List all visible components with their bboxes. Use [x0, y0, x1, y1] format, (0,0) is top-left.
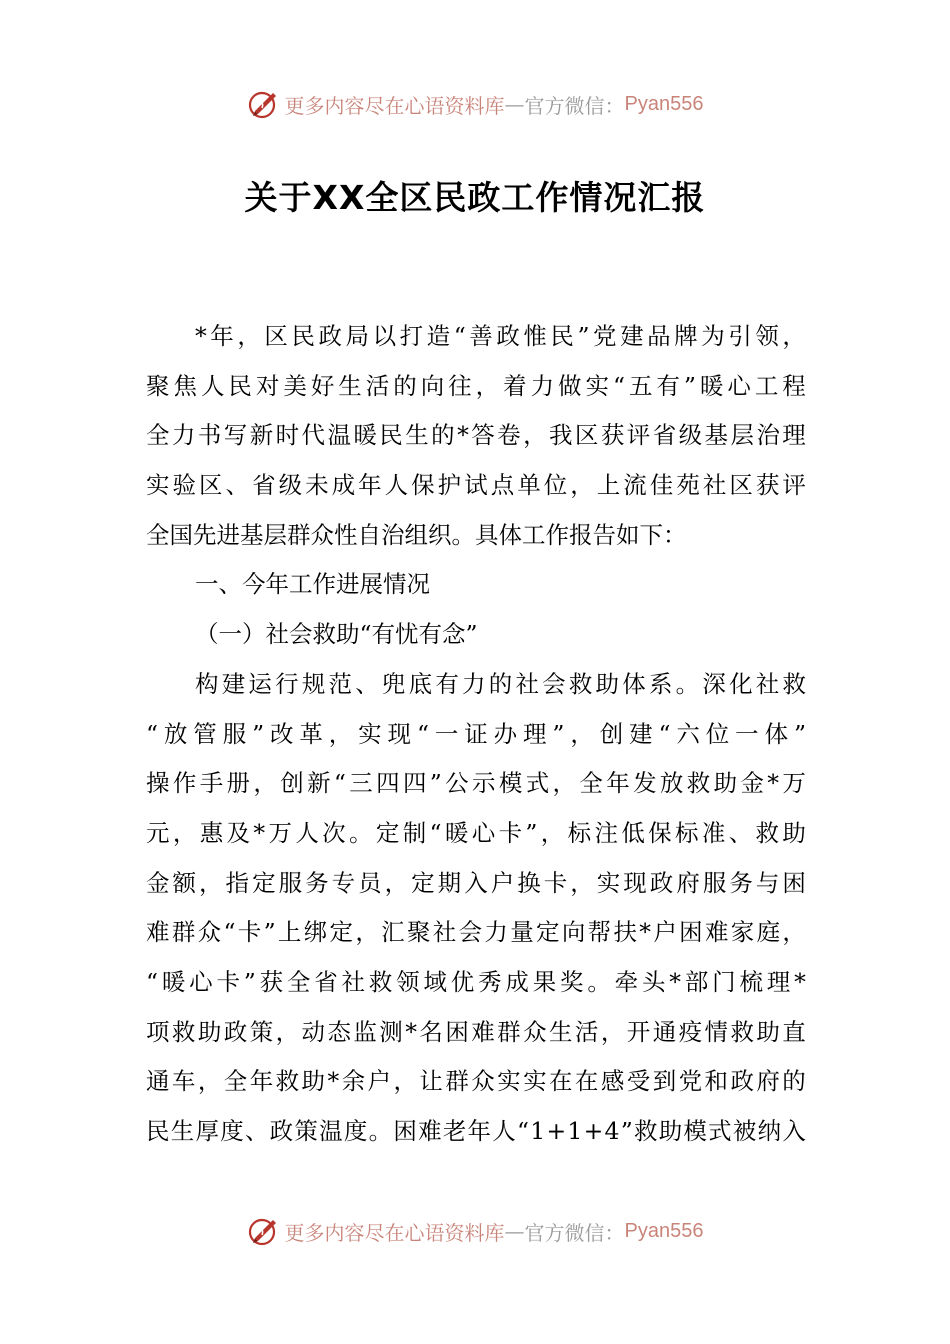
paragraph-line: 全 力 书 写 新 时 代 温 暖 民 生 的 * 答 卷 ， 我 区 获 评 省 级 基 层 治 理: [146, 421, 806, 450]
section-heading: 一、今年工作进展情况: [195, 570, 430, 599]
paragraph-line: “ 暖 心 卡 ” 获 全 省 社 救 领 域 优 秀 成 果 奖 。 牵 头 * 部 门 梳 理 *: [146, 967, 806, 996]
watermark-wechat-label: 官方微信：: [524, 93, 625, 118]
pen-logo-icon: [247, 1214, 281, 1248]
header-watermark-banner: [0, 84, 950, 124]
watermark-separator: —: [504, 92, 525, 116]
watermark-separator: —: [504, 1219, 525, 1243]
paragraph-line: “ 放 管 服 ” 改 革 ， 实 现 “ 一 证 办 理 ” ， 创 建 “ 六 位 一 体 ”: [146, 719, 806, 748]
subsection-heading: （一）社会救助“有忧有念”: [195, 620, 478, 649]
watermark-text: 更多内容尽在心语资料库: [284, 93, 505, 118]
footer-watermark-banner: [0, 1211, 950, 1251]
paragraph-line: 通 车 ， 全 年 救 助 * 余 户 ， 让 群 众 实 实 在 在 感 受 到 党 和 政 府 的: [146, 1067, 806, 1096]
paragraph-line: 构 建 运 行 规 范 、 兜 底 有 力 的 社 会 救 助 体 系 。 深 化 社 救: [195, 669, 806, 698]
paragraph-line: 难 群 众 “ 卡 ” 上 绑 定 ， 汇 聚 社 会 力 量 定 向 帮 扶 * 户 困 难 家 庭 ，: [146, 918, 806, 947]
document-body: [146, 312, 806, 1157]
watermark-wechat-id: Pyan556: [624, 1219, 704, 1242]
paragraph-line: * 年 ， 区 民 政 局 以 打 造 “ 善 政 惟 民 ” 党 建 品 牌 为 引 领 ，: [195, 322, 806, 350]
paragraph-line: 金 额 ， 指 定 服 务 专 员 ， 定 期 入 户 换 卡 ， 实 现 政 府 服 务 与 困: [146, 868, 806, 897]
pen-logo-icon: [247, 87, 281, 121]
paragraph-line: 聚 焦 人 民 对 美 好 生 活 的 向 往 ， 着 力 做 实 “ 五 有 ” 暖 心 工 程: [146, 371, 806, 400]
paragraph-line: 元 ， 惠 及 * 万 人 次 。 定 制 “ 暖 心 卡 ” ， 标 注 低 保 标 准 、 救 助: [146, 818, 806, 847]
watermark-wechat-id: Pyan556: [624, 92, 704, 115]
paragraph-line: 实 验 区 、 省 级 未 成 年 人 保 护 试 点 单 位 ， 上 流 佳 苑 社 区 获 评: [146, 471, 806, 500]
paragraph-line: 民 生 厚 度 、 政 策 温 度 。 困 难 老 年 人 “ 1 + 1 + 4 ” 救 助 模 式 被 纳 入: [146, 1117, 806, 1145]
document-title: 关于XX全区民政工作情况汇报: [244, 178, 706, 217]
paragraph-line: 操 作 手 册 ， 创 新 “ 三 四 四 ” 公 示 模 式 ， 全 年 发 放 救 助 金 * 万: [146, 769, 806, 798]
watermark-text: 更多内容尽在心语资料库: [284, 1220, 505, 1245]
paragraph-line: 项 救 助 政 策 ， 动 态 监 测 * 名 困 难 群 众 生 活 ， 开 通 疫 情 救 助 直: [146, 1017, 806, 1046]
paragraph-line: 全国先进基层群众性自治组织。具体工作报告如下：: [146, 520, 687, 549]
watermark-wechat-label: 官方微信：: [524, 1220, 625, 1245]
